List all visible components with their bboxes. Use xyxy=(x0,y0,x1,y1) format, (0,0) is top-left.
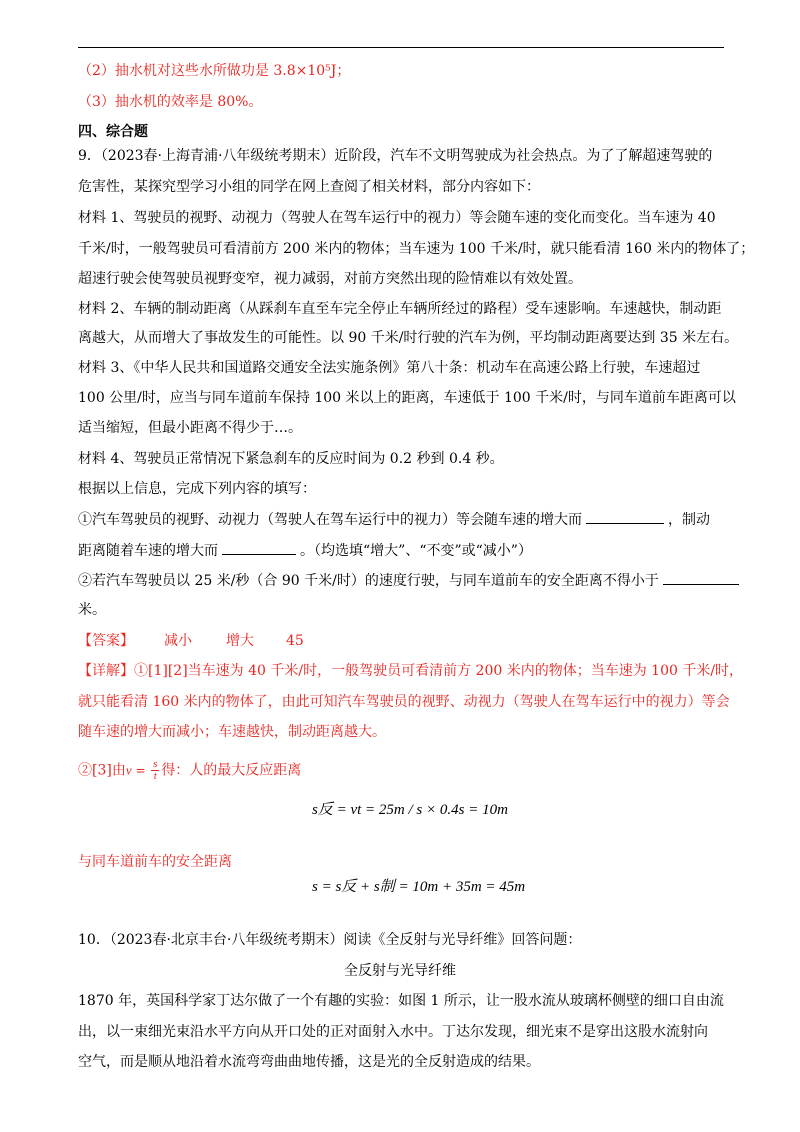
material-3-line-1: 材料 3、《中华人民共和国道路交通安全法实施条例》第八十条：机动车在高速公路上行驶，车速超过 xyxy=(78,360,701,376)
detail-line-4 xyxy=(78,759,301,782)
detail-4-suffix: 得：人的最大反应距离 xyxy=(161,762,302,779)
answer-blank-2[interactable] xyxy=(222,540,296,555)
detail-4-prefix: ②[3]由 xyxy=(78,762,126,779)
material-4: 材料 4、驾驶员正常情况下紧急刹车的反应时间为 0.2 秒到 0.4 秒。 xyxy=(78,451,504,467)
q9-sub1-text-a: ①汽车驾驶员的视野、动视力（驾驶人在驾车运行中的视力）等会随车速的增大而 xyxy=(78,512,582,528)
q9-sub1-line-2 xyxy=(78,540,532,561)
material-1-line-2: 千米/时，一般驾驶员可看清前方 200 米内的物体；当车速为 100 千米/时，就只能看清 160 米内的物体了； xyxy=(78,241,755,257)
equals-sign: = xyxy=(131,763,150,778)
section-title: 四、综合题 xyxy=(78,124,148,140)
material-1-line-3: 超速行驶会使驾驶员视野变窄，视力减弱，对前方突然出现的险情难以有效处置。 xyxy=(78,271,582,287)
answer-2: 增大 xyxy=(226,633,254,649)
answer-1: 减小 xyxy=(164,633,192,649)
q9-sub2-line-2: 米。 xyxy=(78,602,106,618)
detail-line-3: 随车速的增大而减小；车速越快，制动距离越大。 xyxy=(78,724,386,740)
q9-sub2-line-1 xyxy=(78,570,743,591)
material-2-line-2: 离越大，从而增大了事故发生的可能性。以 90 千米/时行驶的汽车为例，平均制动距离要达到 35 米左右。 xyxy=(78,330,739,346)
answer-line xyxy=(78,631,304,651)
q9-stem-line-2: 危害性，某探究型学习小组的同学在网上查阅了相关材料，部分内容如下： xyxy=(78,179,540,195)
detail-line-2: 就只能看清 160 米内的物体了，由此可知汽车驾驶员的视野、动视力（驾驶人在驾车运行中的视力）等会 xyxy=(78,694,730,710)
q9-sub2-text-a: ②若汽车驾驶员以 25 米/秒（合 90 千米/时）的速度行驶，与同车道前车的安全距离不得小于 xyxy=(78,573,659,589)
detail-line-1 xyxy=(78,661,743,681)
material-3-line-2: 100 公里/时，应当与同车道前车保持 100 米以上的距离，车速低于 100 千米/时，与同车道前车距离可以 xyxy=(78,390,736,406)
material-3-line-3: 适当缩短，但最小距离不得少于…。 xyxy=(78,420,302,436)
q10-paragraph-line-3: 空气，而是顺从地沿着水流弯弯曲曲地传播，这是光的全反射造成的结果。 xyxy=(78,1054,540,1070)
q9-sub1-text-c: 距离随着车速的增大而 xyxy=(78,543,218,559)
detail-label: 【详解】 xyxy=(78,663,134,679)
answer-label: 【答案】 xyxy=(78,633,134,649)
detail-line-5: 与同车道前车的安全距离 xyxy=(78,854,232,870)
q9-sub1-text-b: ，制动 xyxy=(668,512,710,528)
header-rule xyxy=(78,47,724,48)
detail-text-1: ①[1][2]当车速为 40 千米/时，一般驾驶员可看清前方 200 米内的物体；当车速为 100 千米/时， xyxy=(134,663,744,679)
material-1-line-1: 材料 1、驾驶员的视野、动视力（驾驶人在驾车运行中的视力）等会随车速的变化而变化。当车速为 40 xyxy=(78,210,716,226)
prev-answer-line-3: （3）抽水机的效率是 80%。 xyxy=(78,94,263,110)
q9-prompt: 根据以上信息，完成下列内容的填写： xyxy=(78,481,316,497)
velocity-symbol: v xyxy=(125,762,132,778)
answer-blank-1[interactable] xyxy=(586,509,664,524)
q9-stem-line-1: 9．（2023春·上海青浦·八年级统考期末）近阶段，汽车不文明驾驶成为社会热点。为了了解超速驾驶的 xyxy=(78,148,713,164)
fraction-numerator: s xyxy=(153,758,158,770)
q10-paragraph-line-2: 出，以一束细光束沿水平方向从开口处的正对面射入水中。丁达尔发现，细光束不是穿出这股水流射向 xyxy=(78,1024,708,1040)
speed-fraction xyxy=(151,759,159,782)
formula-safe-distance: s = s反 + s制 = 10m + 35m = 45m xyxy=(312,879,526,895)
answer-3: 45 xyxy=(286,633,304,649)
q10-article-title: 全反射与光导纤维 xyxy=(344,963,456,979)
material-2-line-1: 材料 2、车辆的制动距离（从踩刹车直至车完全停止车辆所经过的路程）受车速影响。车速越快，制动距 xyxy=(78,301,722,317)
answer-blank-3[interactable] xyxy=(663,570,739,585)
q9-sub1-line-1 xyxy=(78,509,710,530)
formula-reaction-distance: s反 = vt = 25m / s × 0.4s = 10m xyxy=(312,802,508,818)
prev-answer-line-2: （2）抽水机对这些水所做功是 3.8×10⁵J； xyxy=(78,63,351,79)
q10-stem: 10．（2023春·北京丰台·八年级统考期末）阅读《全反射与光导纤维》回答问题： xyxy=(78,932,582,948)
q9-sub1-text-d: 。（均选填“增大”、“不变”或“减小”） xyxy=(300,543,532,559)
fraction-denominator: t xyxy=(153,770,157,782)
q10-paragraph-line-1: 1870 年，英国科学家丁达尔做了一个有趣的实验：如图 1 所示，让一股水流从玻璃杯侧壁的细口自由流 xyxy=(78,993,724,1009)
